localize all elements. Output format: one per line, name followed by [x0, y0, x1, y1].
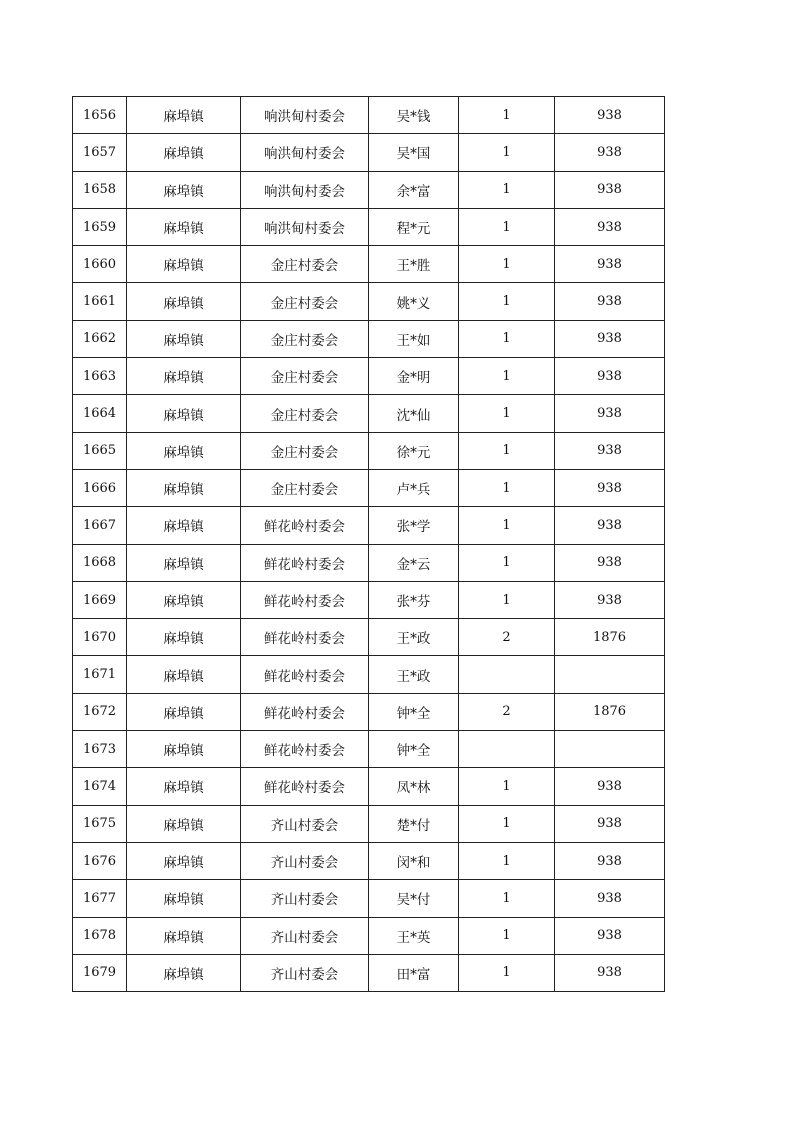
count-cell: 1 [459, 395, 555, 432]
amount-cell: 938 [555, 469, 665, 506]
amount-cell: 938 [555, 97, 665, 134]
count-cell: 2 [459, 693, 555, 730]
amount-cell: 938 [555, 320, 665, 357]
count-cell: 1 [459, 768, 555, 805]
amount-cell: 938 [555, 134, 665, 171]
amount-cell: 938 [555, 358, 665, 395]
amount-cell: 938 [555, 880, 665, 917]
person-name-cell: 卢*兵 [369, 469, 459, 506]
village-cell: 金庄村委会 [241, 432, 369, 469]
table-row [73, 544, 665, 581]
table-row [73, 693, 665, 730]
count-cell: 1 [459, 469, 555, 506]
row-number-cell: 1666 [73, 469, 127, 506]
row-number-cell: 1668 [73, 544, 127, 581]
amount-cell: 938 [555, 954, 665, 991]
town-cell: 麻埠镇 [127, 283, 241, 320]
table-row [73, 208, 665, 245]
person-name-cell: 姚*义 [369, 283, 459, 320]
count-cell: 1 [459, 134, 555, 171]
village-cell: 齐山村委会 [241, 805, 369, 842]
person-name-cell: 王*政 [369, 656, 459, 693]
town-cell: 麻埠镇 [127, 656, 241, 693]
village-cell: 金庄村委会 [241, 246, 369, 283]
town-cell: 麻埠镇 [127, 581, 241, 618]
village-cell: 鲜花岭村委会 [241, 581, 369, 618]
village-cell: 鲜花岭村委会 [241, 731, 369, 768]
count-cell: 1 [459, 880, 555, 917]
person-name-cell: 张*芬 [369, 581, 459, 618]
village-cell: 响洪甸村委会 [241, 171, 369, 208]
amount-cell: 938 [555, 805, 665, 842]
count-cell: 1 [459, 842, 555, 879]
amount-cell: 938 [555, 581, 665, 618]
amount-cell: 938 [555, 171, 665, 208]
amount-cell: 938 [555, 246, 665, 283]
table-row [73, 842, 665, 879]
amount-cell [555, 731, 665, 768]
town-cell: 麻埠镇 [127, 954, 241, 991]
table-row [73, 469, 665, 506]
amount-cell: 938 [555, 432, 665, 469]
count-cell: 1 [459, 954, 555, 991]
count-cell: 1 [459, 544, 555, 581]
row-number-cell: 1658 [73, 171, 127, 208]
row-number-cell: 1663 [73, 358, 127, 395]
town-cell: 麻埠镇 [127, 544, 241, 581]
count-cell [459, 656, 555, 693]
person-name-cell: 凤*林 [369, 768, 459, 805]
subsidy-table [72, 96, 665, 992]
person-name-cell: 吴*钱 [369, 97, 459, 134]
count-cell: 1 [459, 171, 555, 208]
town-cell: 麻埠镇 [127, 246, 241, 283]
row-number-cell: 1657 [73, 134, 127, 171]
row-number-cell: 1656 [73, 97, 127, 134]
count-cell: 1 [459, 917, 555, 954]
amount-cell: 938 [555, 507, 665, 544]
amount-cell: 938 [555, 768, 665, 805]
town-cell: 麻埠镇 [127, 320, 241, 357]
person-name-cell: 金*明 [369, 358, 459, 395]
village-cell: 鲜花岭村委会 [241, 768, 369, 805]
person-name-cell: 吴*付 [369, 880, 459, 917]
table-row [73, 432, 665, 469]
count-cell: 1 [459, 432, 555, 469]
village-cell: 齐山村委会 [241, 917, 369, 954]
town-cell: 麻埠镇 [127, 805, 241, 842]
row-number-cell: 1675 [73, 805, 127, 842]
row-number-cell: 1665 [73, 432, 127, 469]
town-cell: 麻埠镇 [127, 880, 241, 917]
person-name-cell: 王*胜 [369, 246, 459, 283]
person-name-cell: 王*英 [369, 917, 459, 954]
amount-cell: 938 [555, 842, 665, 879]
village-cell: 齐山村委会 [241, 954, 369, 991]
table-row [73, 581, 665, 618]
town-cell: 麻埠镇 [127, 619, 241, 656]
town-cell: 麻埠镇 [127, 97, 241, 134]
town-cell: 麻埠镇 [127, 507, 241, 544]
village-cell: 鲜花岭村委会 [241, 693, 369, 730]
person-name-cell: 金*云 [369, 544, 459, 581]
row-number-cell: 1661 [73, 283, 127, 320]
row-number-cell: 1678 [73, 917, 127, 954]
row-number-cell: 1673 [73, 731, 127, 768]
table-body [73, 97, 665, 992]
table-row [73, 880, 665, 917]
amount-cell: 1876 [555, 619, 665, 656]
village-cell: 金庄村委会 [241, 358, 369, 395]
town-cell: 麻埠镇 [127, 768, 241, 805]
village-cell: 鲜花岭村委会 [241, 507, 369, 544]
table-row [73, 97, 665, 134]
row-number-cell: 1679 [73, 954, 127, 991]
table-row [73, 768, 665, 805]
count-cell: 1 [459, 283, 555, 320]
row-number-cell: 1660 [73, 246, 127, 283]
person-name-cell: 徐*元 [369, 432, 459, 469]
village-cell: 响洪甸村委会 [241, 208, 369, 245]
person-name-cell: 沈*仙 [369, 395, 459, 432]
count-cell: 1 [459, 246, 555, 283]
town-cell: 麻埠镇 [127, 842, 241, 879]
town-cell: 麻埠镇 [127, 171, 241, 208]
count-cell: 2 [459, 619, 555, 656]
count-cell: 1 [459, 507, 555, 544]
person-name-cell: 钟*全 [369, 693, 459, 730]
person-name-cell: 吴*国 [369, 134, 459, 171]
row-number-cell: 1669 [73, 581, 127, 618]
table-row [73, 134, 665, 171]
village-cell: 金庄村委会 [241, 283, 369, 320]
amount-cell: 938 [555, 208, 665, 245]
table-row [73, 283, 665, 320]
person-name-cell: 王*如 [369, 320, 459, 357]
person-name-cell: 张*学 [369, 507, 459, 544]
person-name-cell: 程*元 [369, 208, 459, 245]
village-cell: 响洪甸村委会 [241, 97, 369, 134]
count-cell: 1 [459, 805, 555, 842]
town-cell: 麻埠镇 [127, 134, 241, 171]
count-cell: 1 [459, 97, 555, 134]
town-cell: 麻埠镇 [127, 693, 241, 730]
person-name-cell: 余*富 [369, 171, 459, 208]
table-row [73, 917, 665, 954]
row-number-cell: 1670 [73, 619, 127, 656]
amount-cell: 1876 [555, 693, 665, 730]
person-name-cell: 闵*和 [369, 842, 459, 879]
table-row [73, 320, 665, 357]
amount-cell [555, 656, 665, 693]
count-cell [459, 731, 555, 768]
village-cell: 齐山村委会 [241, 842, 369, 879]
count-cell: 1 [459, 320, 555, 357]
village-cell: 金庄村委会 [241, 469, 369, 506]
amount-cell: 938 [555, 917, 665, 954]
village-cell: 金庄村委会 [241, 395, 369, 432]
village-cell: 鲜花岭村委会 [241, 656, 369, 693]
town-cell: 麻埠镇 [127, 358, 241, 395]
village-cell: 响洪甸村委会 [241, 134, 369, 171]
amount-cell: 938 [555, 395, 665, 432]
town-cell: 麻埠镇 [127, 208, 241, 245]
row-number-cell: 1674 [73, 768, 127, 805]
table-row [73, 805, 665, 842]
row-number-cell: 1672 [73, 693, 127, 730]
count-cell: 1 [459, 208, 555, 245]
town-cell: 麻埠镇 [127, 469, 241, 506]
person-name-cell: 楚*付 [369, 805, 459, 842]
town-cell: 麻埠镇 [127, 395, 241, 432]
person-name-cell: 钟*全 [369, 731, 459, 768]
amount-cell: 938 [555, 544, 665, 581]
village-cell: 鲜花岭村委会 [241, 619, 369, 656]
village-cell: 齐山村委会 [241, 880, 369, 917]
table-row [73, 507, 665, 544]
amount-cell: 938 [555, 283, 665, 320]
person-name-cell: 王*政 [369, 619, 459, 656]
table-row [73, 358, 665, 395]
town-cell: 麻埠镇 [127, 731, 241, 768]
table-row [73, 656, 665, 693]
row-number-cell: 1659 [73, 208, 127, 245]
table-row [73, 731, 665, 768]
row-number-cell: 1664 [73, 395, 127, 432]
row-number-cell: 1667 [73, 507, 127, 544]
town-cell: 麻埠镇 [127, 917, 241, 954]
row-number-cell: 1662 [73, 320, 127, 357]
table-row [73, 619, 665, 656]
table-row [73, 954, 665, 991]
town-cell: 麻埠镇 [127, 432, 241, 469]
row-number-cell: 1676 [73, 842, 127, 879]
village-cell: 金庄村委会 [241, 320, 369, 357]
table-row [73, 171, 665, 208]
person-name-cell: 田*富 [369, 954, 459, 991]
table-row [73, 246, 665, 283]
row-number-cell: 1677 [73, 880, 127, 917]
count-cell: 1 [459, 358, 555, 395]
table-row [73, 395, 665, 432]
village-cell: 鲜花岭村委会 [241, 544, 369, 581]
row-number-cell: 1671 [73, 656, 127, 693]
count-cell: 1 [459, 581, 555, 618]
